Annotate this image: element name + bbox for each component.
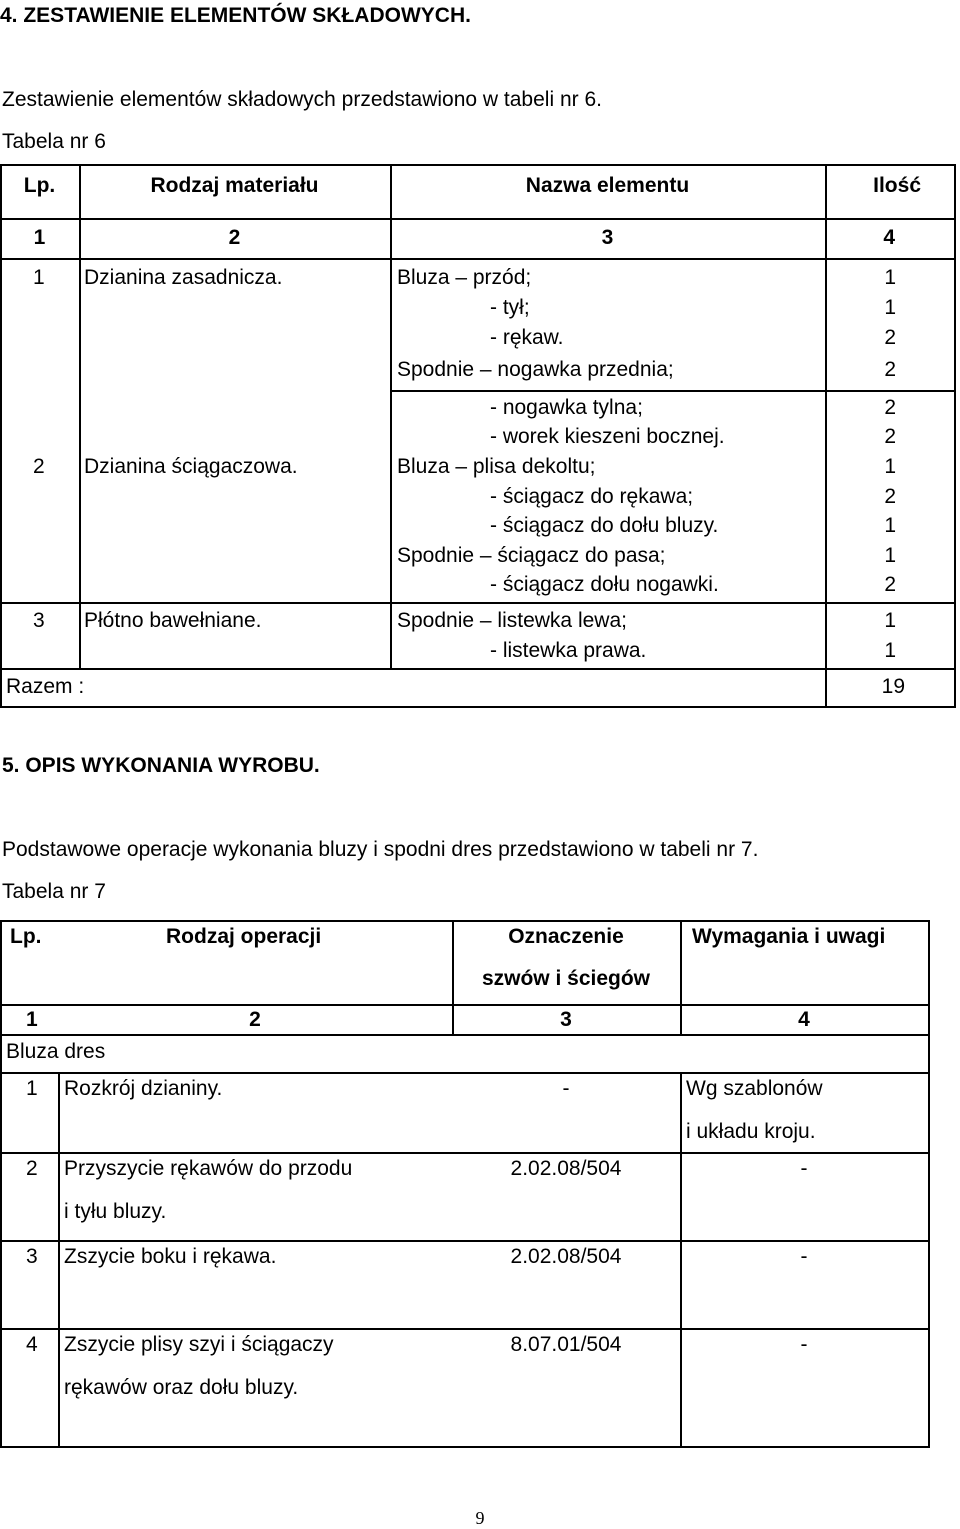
- table6-line: [0, 218, 956, 220]
- table6-colnum: 2: [228, 226, 241, 249]
- table6-header-lp: Lp.: [23, 174, 56, 197]
- table6-element-name: Spodnie – nogawka przednia;: [397, 358, 674, 381]
- table6-lp: 3: [33, 609, 45, 632]
- table7-row-code: -: [562, 1077, 570, 1100]
- table6-element-name: - worek kieszeni bocznej.: [490, 425, 725, 448]
- table7-colnum: 1: [26, 1008, 38, 1031]
- table6-line: [390, 390, 956, 392]
- table6-line: [0, 602, 956, 604]
- table7-row-lp: 4: [26, 1333, 38, 1356]
- table6-element-qty: 2: [884, 326, 896, 349]
- table6-line: [0, 668, 956, 670]
- table7-line: [0, 1004, 930, 1006]
- table6-line: [0, 258, 956, 260]
- table6-total-value: 19: [881, 675, 905, 698]
- table7-line: [0, 920, 930, 922]
- section4-heading: 4. ZESTAWIENIE ELEMENTÓW SKŁADOWYCH.: [0, 4, 471, 27]
- table7-line: [0, 1152, 930, 1154]
- table6-line: [0, 164, 956, 166]
- table7-row-requirements: -: [800, 1245, 808, 1268]
- table6-colnum: 1: [33, 226, 46, 249]
- table7-row-operation: Zszycie plisy szyi i ściągaczy: [64, 1333, 334, 1356]
- table6-element-name: Spodnie – listewka lewa;: [397, 609, 627, 632]
- table6-element-name: - tył;: [490, 296, 530, 319]
- table7-row-lp: 2: [26, 1157, 38, 1180]
- table6-element-qty: 1: [884, 296, 896, 319]
- table7-line: [0, 1446, 930, 1448]
- table6-line: [0, 706, 956, 708]
- page-number: 9: [475, 1508, 485, 1528]
- table6-element-qty: 2: [884, 358, 896, 381]
- table6-header-element: Nazwa elementu: [525, 174, 690, 197]
- table6-material: Płótno bawełniane.: [84, 609, 262, 632]
- table6-element-qty: 2: [884, 425, 896, 448]
- table6-header-qty: Ilość: [873, 174, 921, 197]
- table6-colnum: 4: [883, 226, 895, 249]
- table7-row-operation: Zszycie boku i rękawa.: [64, 1245, 277, 1268]
- table7-row-code: 2.02.08/504: [510, 1245, 622, 1268]
- table7-row-operation-line2: i tyłu bluzy.: [64, 1200, 167, 1223]
- table6-element-qty: 1: [884, 455, 896, 478]
- table7-row-requirements: Wg szablonów: [686, 1077, 823, 1100]
- table6-element-qty: 1: [884, 609, 896, 632]
- table6-element-name: - ściągacz do rękawa;: [490, 485, 694, 508]
- table6-element-name: - ściągacz dołu nogawki.: [490, 573, 719, 596]
- table7-row-requirements-line2: i układu kroju.: [686, 1120, 816, 1143]
- table7-row-code: 8.07.01/504: [510, 1333, 622, 1356]
- section5-heading: 5. OPIS WYKONANIA WYROBU.: [2, 754, 320, 777]
- table7-row-operation: Przyszycie rękawów do przodu: [64, 1157, 353, 1180]
- table7-section-label: Bluza dres: [6, 1040, 106, 1063]
- table7-header-requirements: Wymagania i uwagi: [692, 925, 886, 948]
- table6-line: [954, 164, 956, 708]
- table6-element-qty: 2: [884, 396, 896, 419]
- table6-element-qty: 1: [884, 266, 896, 289]
- table6-total-label: Razem :: [6, 675, 85, 698]
- table6-element-qty: 1: [884, 639, 896, 662]
- section5-intro: Podstawowe operacje wykonania bluzy i spodni dres przedstawiono w tabeli nr 7.: [2, 838, 759, 861]
- table6-colnum: 3: [601, 226, 614, 249]
- table6-element-name: - nogawka tylna;: [490, 396, 643, 419]
- table7-line: [0, 1240, 930, 1242]
- table6-element-name: - rękaw.: [490, 326, 564, 349]
- table6-lp: 1: [33, 266, 45, 289]
- table6-element-name: - ściągacz do dołu bluzy.: [490, 514, 719, 537]
- table7-header-operation: Rodzaj operacji: [166, 925, 322, 948]
- table7-row-requirements: -: [800, 1333, 808, 1356]
- table6-element-qty: 2: [884, 573, 896, 596]
- table6-element-qty: 1: [884, 544, 896, 567]
- table7-line: [58, 1072, 60, 1448]
- table7-colnum: 4: [798, 1008, 810, 1031]
- table6-element-qty: 1: [884, 514, 896, 537]
- table7-row-code: 2.02.08/504: [510, 1157, 622, 1180]
- table6-element-qty: 2: [884, 485, 896, 508]
- table7-line: [0, 1072, 930, 1074]
- table7-line: [0, 1328, 930, 1330]
- table7-row-requirements: -: [800, 1157, 808, 1180]
- table6-material: Dzianina zasadnicza.: [84, 266, 283, 289]
- table6-caption: Tabela nr 6: [2, 130, 106, 153]
- table6-header-material: Rodzaj materiału: [150, 174, 319, 197]
- table7-row-lp: 1: [26, 1077, 38, 1100]
- table7-line: [928, 920, 930, 1448]
- table6-material: Dzianina ściągaczowa.: [84, 455, 298, 478]
- table6-lp: 2: [33, 455, 45, 478]
- table7-line: [0, 920, 2, 1448]
- table6-element-name: Bluza – plisa dekoltu;: [397, 455, 596, 478]
- table7-row-operation: Rozkrój dzianiny.: [64, 1077, 223, 1100]
- table7-colnum: 2: [249, 1008, 261, 1031]
- table6-element-name: Spodnie – ściągacz do pasa;: [397, 544, 666, 567]
- table7-row-operation-line2: rękawów oraz dołu bluzy.: [64, 1376, 299, 1399]
- section4-intro: Zestawienie elementów składowych przedstawiono w tabeli nr 6.: [2, 88, 602, 111]
- table7-header-lp: Lp.: [10, 925, 42, 948]
- table7-header-code-line2: szwów i ściegów: [481, 967, 651, 990]
- table7-caption: Tabela nr 7: [2, 880, 106, 903]
- table7-row-lp: 3: [26, 1245, 38, 1268]
- table7-colnum: 3: [560, 1008, 572, 1031]
- table7-header-code: Oznaczenie: [508, 925, 624, 948]
- table6-element-name: Bluza – przód;: [397, 266, 532, 289]
- table7-line: [0, 1034, 930, 1036]
- table6-element-name: - listewka prawa.: [490, 639, 647, 662]
